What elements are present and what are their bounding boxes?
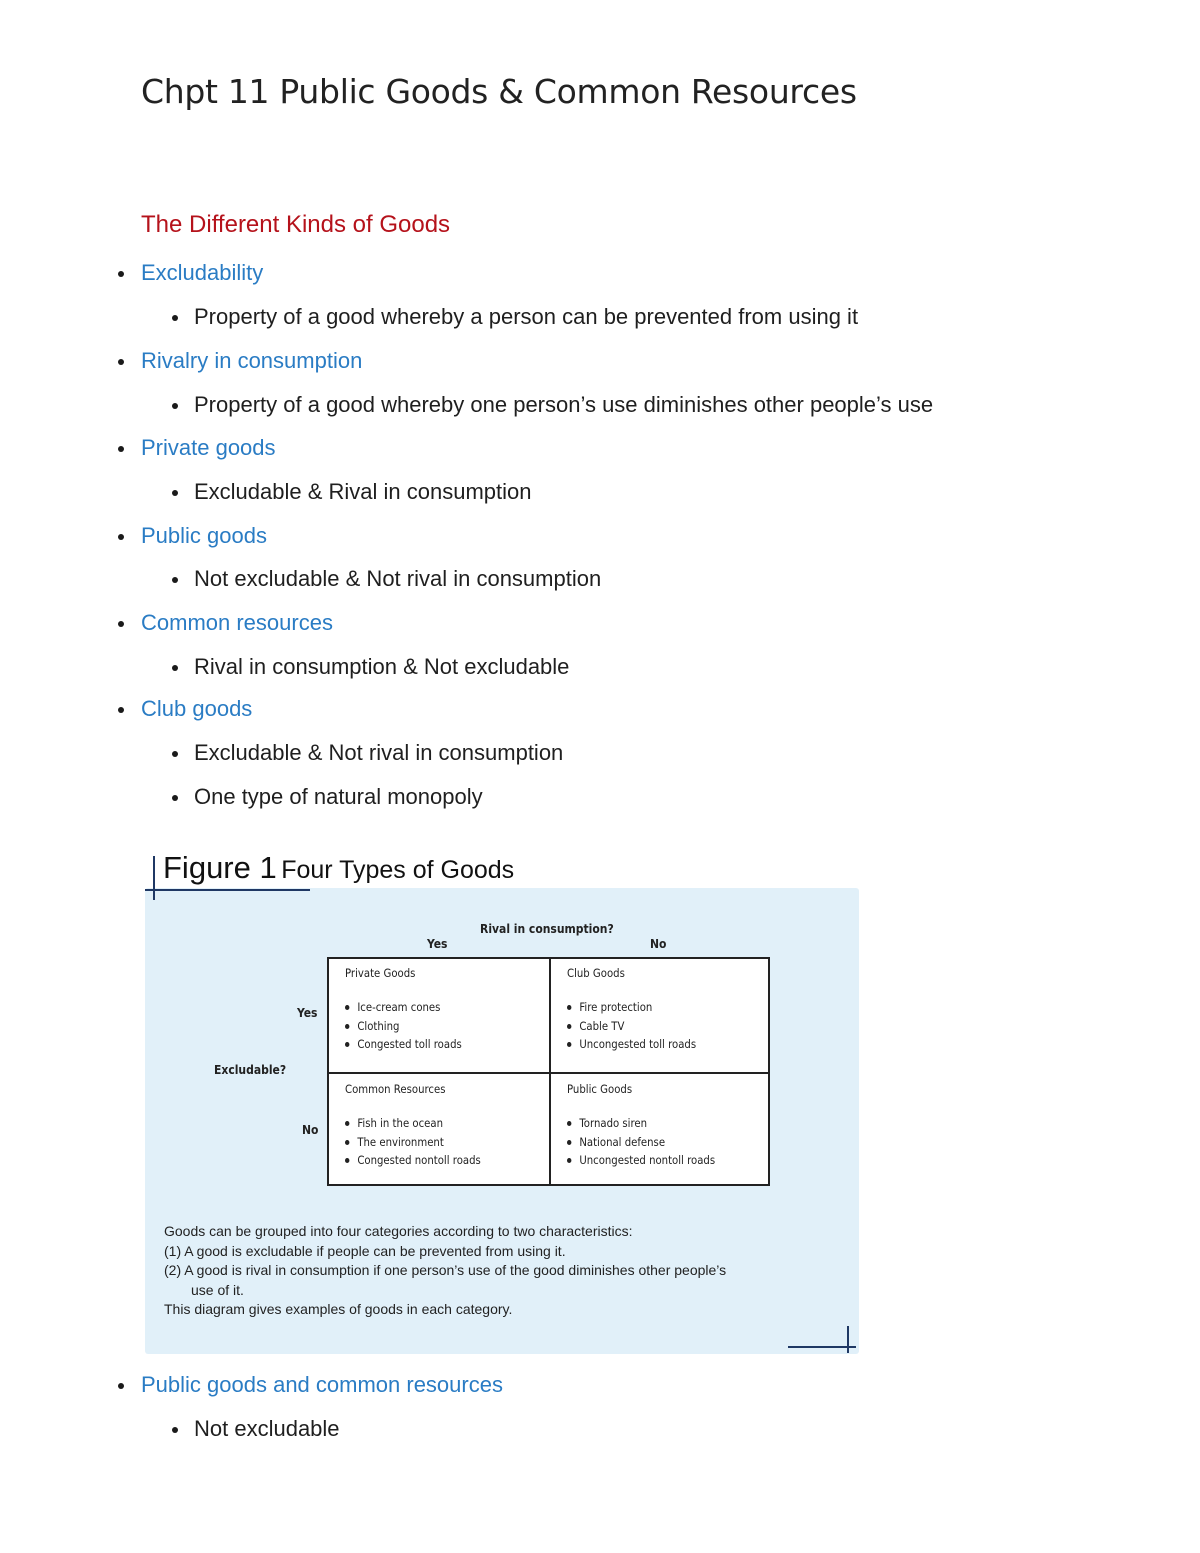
bullet [118,1383,124,1389]
definition-item [194,565,601,593]
bullet [172,315,178,321]
bullet [118,621,124,627]
cell-item: Congested nontoll roads [345,1151,481,1170]
term-label: Public goods [141,523,267,548]
bullet [118,271,124,277]
figure-panel [145,888,859,1354]
definition-item [194,739,563,767]
column-no-label: No [650,937,667,951]
description-intro: Goods can be grouped into four categories according to two characteristics: [164,1223,633,1239]
cell-item: Cable TV [567,1017,696,1036]
goods-matrix [327,957,770,1186]
term-public-goods [141,522,267,550]
bullet [172,795,178,801]
cell-item: Uncongested nontoll roads [567,1151,715,1170]
bullet [118,446,124,452]
term-excludability [141,259,263,287]
term-label: Public goods and common resources [141,1372,503,1397]
page-title: Chpt 11 Public Goods & Common Resources [141,72,857,111]
figure-rule-vertical [153,856,155,900]
column-axis-label: Rival in consumption? [480,922,614,936]
figure-four-types-of-goods [145,848,861,1356]
row-no-label: No [302,1123,319,1137]
term-common-resources [141,609,333,637]
cell-title: Club Goods [567,966,625,980]
cell-club-goods [567,966,696,1054]
bullet [172,1427,178,1433]
term-public-and-common [141,1371,503,1399]
term-private-goods [141,434,276,462]
row-yes-label: Yes [297,1006,318,1020]
description-point-2-continued: use of it. [191,1281,244,1298]
description-point-2: (2) A good is rival in consumption if one person’s use of the good diminishes other people’s [164,1262,727,1278]
cell-item: Ice-cream cones [345,998,462,1017]
cell-item: Uncongested toll roads [567,1035,696,1054]
matrix-divider-horizontal [329,1072,768,1074]
term-club-goods [141,695,252,723]
cell-public-goods [567,1082,715,1170]
cell-item: The environment [345,1133,481,1152]
cell-item: Clothing [345,1017,462,1036]
term-label: Club goods [141,696,253,721]
definition-text: Excludable & Not rival in consumption [194,740,564,765]
definition-item [194,303,858,331]
term-rivalry [141,347,362,375]
bullet [172,490,178,496]
row-axis-label: Excludable? [214,1063,287,1077]
bullet [118,534,124,540]
definition-item [194,391,933,419]
definition-item [194,1415,340,1443]
cell-item: Fish in the ocean [345,1114,481,1133]
definition-item [194,478,532,506]
term-label: Common resources [141,610,333,635]
bullet [172,751,178,757]
term-label: Rivalry in consumption [141,348,363,373]
section-heading: The Different Kinds of Goods [141,211,451,238]
cell-title: Common Resources [345,1082,446,1096]
description-outro: This diagram gives examples of goods in each category. [164,1301,513,1317]
definition-text: Rival in consumption & Not excludable [194,654,570,679]
bullet [118,359,124,365]
definition-text: Excludable & Rival in consumption [194,479,532,504]
bullet [118,707,124,713]
definition-text: Property of a good whereby one person’s use diminishes other people’s use [194,392,934,417]
cell-title: Public Goods [567,1082,633,1096]
corner-mark-horizontal [788,1346,856,1348]
cell-title: Private Goods [345,966,416,980]
definition-text: Property of a good whereby a person can be prevented from using it [194,304,859,329]
cell-item: Fire protection [567,998,696,1017]
figure-description [164,1222,844,1320]
term-label: Private goods [141,435,276,460]
term-label: Excludability [141,260,264,285]
cell-private-goods [345,966,462,1054]
bullet [172,665,178,671]
cell-common-resources [345,1082,481,1170]
figure-rule-horizontal [145,889,310,891]
definition-text: Not excludable & Not rival in consumption [194,566,602,591]
description-point-1: (1) A good is excludable if people can be prevented from using it. [164,1242,566,1259]
figure-label: Figure 1 [163,850,277,885]
definition-item [194,783,483,811]
figure-caption: Four Types of Goods [281,856,515,884]
definition-text: One type of natural monopoly [194,784,483,809]
corner-mark-vertical [847,1326,849,1353]
cell-item: National defense [567,1133,715,1152]
column-yes-label: Yes [427,937,448,951]
definition-text: Not excludable [194,1416,340,1441]
bullet [172,577,178,583]
cell-item: Congested toll roads [345,1035,462,1054]
definition-item [194,653,569,681]
bullet [172,403,178,409]
cell-item: Tornado siren [567,1114,715,1133]
